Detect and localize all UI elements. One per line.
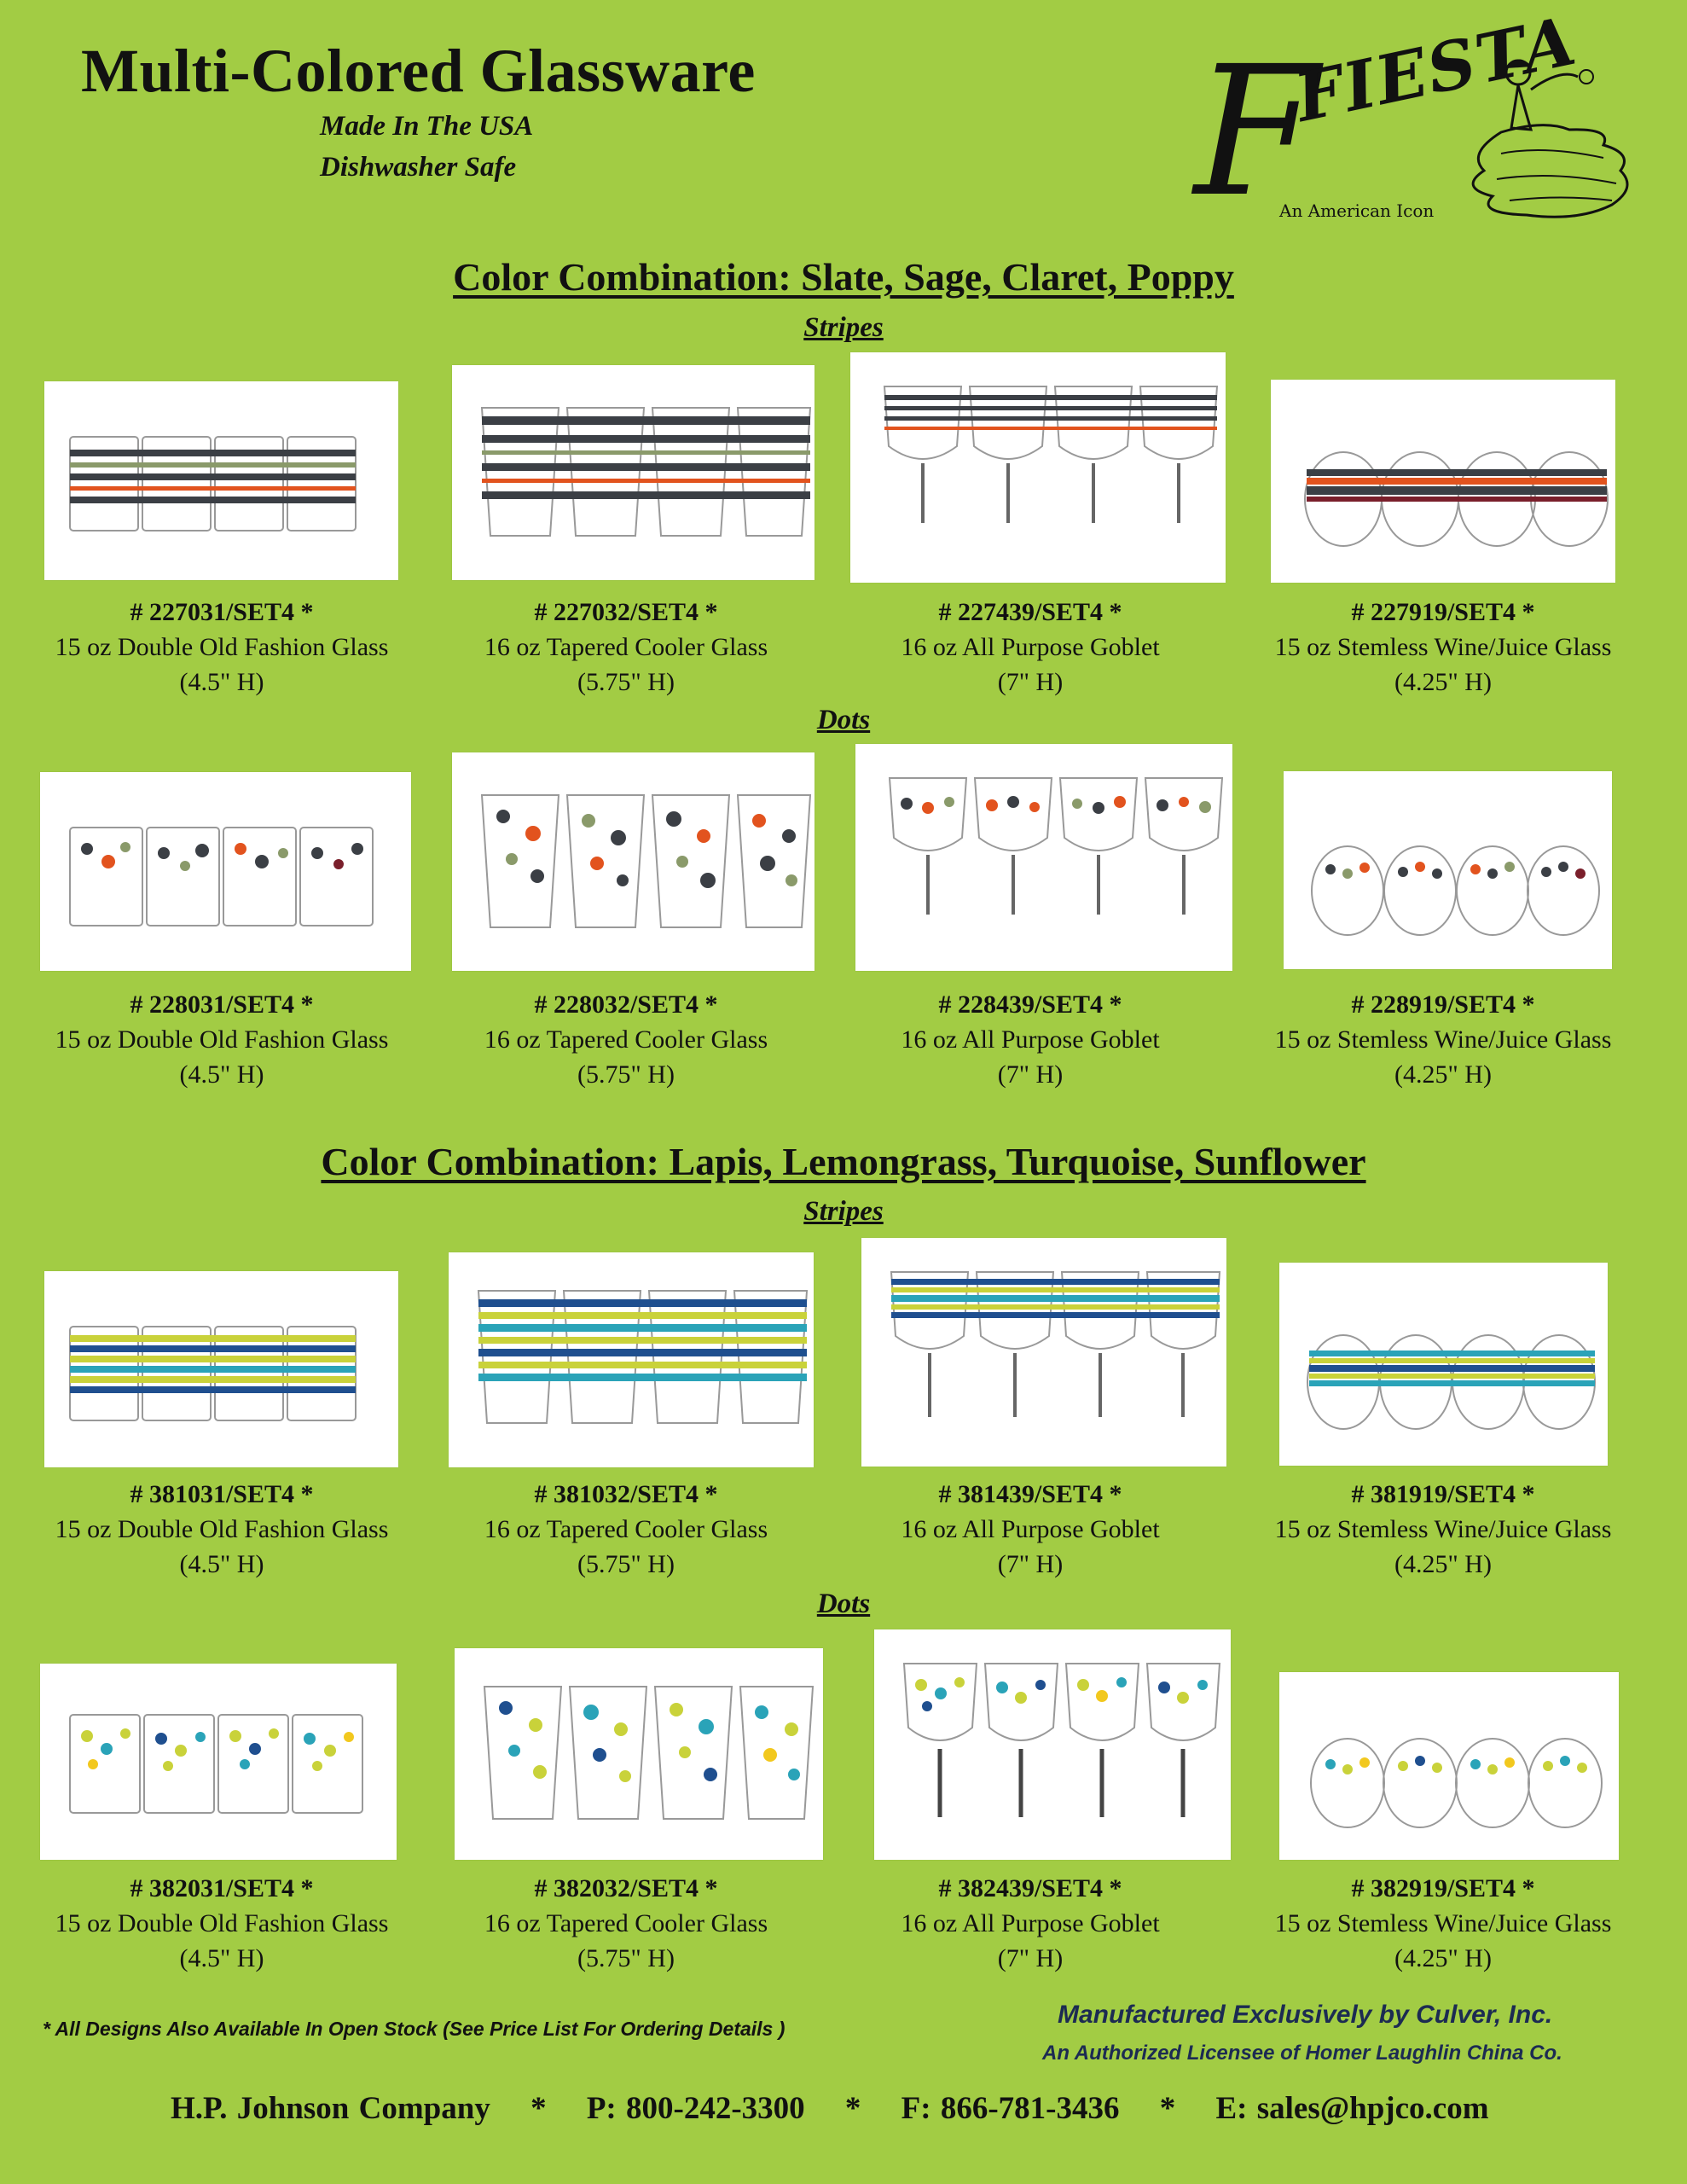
fiesta-logo: [1194, 2, 1638, 239]
product-name: 16 oz All Purpose Goblet: [901, 1025, 1160, 1054]
product-name: 16 oz Tapered Cooler Glass: [484, 1025, 768, 1054]
product-sku: # 227919/SET4 *: [1351, 598, 1535, 626]
glass-cooler-stripes-image: [452, 365, 815, 580]
product-caption-382031: [9, 1871, 435, 1976]
product-size: (7" H): [997, 1944, 1064, 1972]
product-sku: # 227031/SET4 *: [130, 598, 314, 626]
product-caption-228919: [1230, 987, 1656, 1092]
product-sku: # 381439/SET4 *: [938, 1480, 1122, 1508]
product-sku: # 228032/SET4 *: [534, 990, 718, 1019]
separator-star: *: [1159, 2091, 1176, 2126]
product-sku: # 228031/SET4 *: [130, 990, 314, 1019]
product-caption-228439: [817, 987, 1244, 1092]
product-size: (4.5" H): [179, 668, 264, 696]
product-caption-228032: [413, 987, 839, 1092]
page-title: Multi-Colored Glassware: [81, 37, 756, 105]
goblet-dots-image: [874, 1629, 1231, 1860]
product-caption-381032: [413, 1477, 839, 1582]
product-size: (4.25" H): [1394, 668, 1492, 696]
product-caption-381919: [1230, 1477, 1656, 1582]
product-sku: # 227032/SET4 *: [534, 598, 718, 626]
product-size: (4.25" H): [1394, 1944, 1492, 1972]
product-caption-381031: [9, 1477, 435, 1582]
product-size: (4.25" H): [1394, 1060, 1492, 1089]
product-sku: # 382031/SET4 *: [130, 1874, 314, 1902]
product-caption-227032: [413, 595, 839, 700]
product-photo-381031: [44, 1271, 398, 1467]
product-caption-382439: [817, 1871, 1244, 1976]
product-photo-227031: [44, 381, 398, 580]
product-photo-228919: [1284, 771, 1612, 969]
product-caption-227439: [817, 595, 1244, 700]
group-label-dots-2: Dots: [816, 1589, 871, 1619]
subtitle-dishwasher-safe: Dishwasher Safe: [320, 152, 517, 183]
product-sku: # 228919/SET4 *: [1351, 990, 1535, 1019]
product-name: 16 oz All Purpose Goblet: [901, 633, 1160, 661]
product-size: (4.5" H): [179, 1060, 264, 1089]
product-caption-227919: [1230, 595, 1656, 700]
product-sku: # 382032/SET4 *: [534, 1874, 718, 1902]
open-stock-footnote: * All Designs Also Available In Open Stock (See Price List For Ordering Details ): [43, 2018, 786, 2040]
goblet-stripes-image: [861, 1238, 1226, 1467]
glass-cooler-dots-image: [452, 752, 815, 971]
product-name: 16 oz All Purpose Goblet: [901, 1909, 1160, 1937]
product-caption-228031: [9, 987, 435, 1092]
product-photo-381032: [449, 1252, 814, 1467]
product-caption-227031: [9, 595, 435, 700]
separator-star: *: [530, 2091, 547, 2126]
email-address[interactable]: E: sales@hpjco.com: [1215, 2091, 1489, 2126]
product-size: (4.5" H): [179, 1944, 264, 1972]
product-photo-382032: [455, 1648, 823, 1860]
product-name: 15 oz Double Old Fashion Glass: [55, 1025, 389, 1054]
product-name: 15 oz Stemless Wine/Juice Glass: [1274, 633, 1612, 661]
product-size: (5.75" H): [577, 1550, 675, 1578]
section-title-lapis: Color Combination: Lapis, Lemongrass, Turquoise, Sunflower: [321, 1140, 1366, 1183]
goblet-stripes-image: [850, 352, 1226, 583]
phone-number[interactable]: P: 800-242-3300: [586, 2091, 805, 2126]
fax-number: F: 866-781-3436: [901, 2091, 1120, 2126]
product-name: 16 oz All Purpose Goblet: [901, 1515, 1160, 1543]
product-sku: # 228439/SET4 *: [938, 990, 1122, 1019]
manufacturer-note: Manufactured Exclusively by Culver, Inc.: [1058, 2001, 1553, 2029]
product-sku: # 381032/SET4 *: [534, 1480, 718, 1508]
product-photo-228439: [855, 744, 1232, 971]
product-sku: # 381919/SET4 *: [1351, 1480, 1535, 1508]
licensee-note: An Authorized Licensee of Homer Laughlin China Co.: [1042, 2042, 1562, 2065]
product-sku: # 382919/SET4 *: [1351, 1874, 1535, 1902]
product-photo-381439: [861, 1238, 1226, 1467]
glass-dof-stripes-image: [44, 1271, 398, 1467]
group-label-stripes-1: Stripes: [803, 312, 884, 343]
logo-tagline: An American Icon: [1279, 200, 1435, 221]
product-sku: # 382439/SET4 *: [938, 1874, 1122, 1902]
product-photo-228032: [452, 752, 815, 971]
glass-cooler-dots-image: [455, 1648, 823, 1860]
product-size: (5.75" H): [577, 1944, 675, 1972]
product-name: 15 oz Stemless Wine/Juice Glass: [1274, 1515, 1612, 1543]
product-name: 15 oz Double Old Fashion Glass: [55, 633, 389, 661]
subtitle-made-in-usa: Made In The USA: [320, 111, 534, 142]
product-caption-382919: [1230, 1871, 1656, 1976]
product-size: (7" H): [997, 1060, 1064, 1089]
product-size: (7" H): [997, 1550, 1064, 1578]
glass-cooler-stripes-image: [449, 1252, 814, 1467]
stemless-stripes-image: [1279, 1263, 1608, 1466]
stemless-dots-image: [1279, 1672, 1619, 1860]
product-name: 15 oz Stemless Wine/Juice Glass: [1274, 1025, 1612, 1054]
product-photo-381919: [1279, 1263, 1608, 1466]
product-caption-381439: [817, 1477, 1244, 1582]
product-name: 16 oz Tapered Cooler Glass: [484, 1909, 768, 1937]
product-name: 15 oz Double Old Fashion Glass: [55, 1909, 389, 1937]
product-sku: # 227439/SET4 *: [938, 598, 1122, 626]
product-size: (5.75" H): [577, 1060, 675, 1089]
product-name: 15 oz Stemless Wine/Juice Glass: [1274, 1909, 1612, 1937]
product-size: (5.75" H): [577, 668, 675, 696]
product-photo-382439: [874, 1629, 1231, 1860]
product-photo-227439: [850, 352, 1226, 583]
group-label-stripes-2: Stripes: [803, 1196, 884, 1227]
stemless-dots-image: [1284, 771, 1612, 969]
group-label-dots-1: Dots: [816, 705, 871, 735]
product-photo-382031: [40, 1664, 397, 1860]
product-size: (7" H): [997, 668, 1064, 696]
logo-brand-text: FIESTA: [1289, 2, 1584, 137]
product-name: 16 oz Tapered Cooler Glass: [484, 633, 768, 661]
company-name: H.P. Johnson Company: [171, 2091, 490, 2126]
separator-star: *: [844, 2091, 861, 2126]
goblet-dots-image: [855, 744, 1232, 971]
product-sku: # 381031/SET4 *: [130, 1480, 314, 1508]
product-size: (4.25" H): [1394, 1550, 1492, 1578]
product-photo-382919: [1279, 1672, 1619, 1860]
logo-f-glyph: F: [1194, 27, 1319, 236]
product-size: (4.5" H): [179, 1550, 264, 1578]
product-photo-227032: [452, 365, 815, 580]
stemless-stripes-image: [1271, 380, 1615, 583]
product-photo-228031: [40, 772, 411, 971]
section-title-slate: Color Combination: Slate, Sage, Claret, Poppy: [453, 255, 1234, 299]
product-photo-227919: [1271, 380, 1615, 583]
glass-dof-dots-image: [40, 772, 411, 971]
product-caption-382032: [413, 1871, 839, 1976]
glass-dof-dots-image: [40, 1664, 397, 1860]
product-name: 15 oz Double Old Fashion Glass: [55, 1515, 389, 1543]
glass-dof-stripes-image: [44, 381, 398, 580]
contact-bar: [171, 2090, 1489, 2127]
product-name: 16 oz Tapered Cooler Glass: [484, 1515, 768, 1543]
